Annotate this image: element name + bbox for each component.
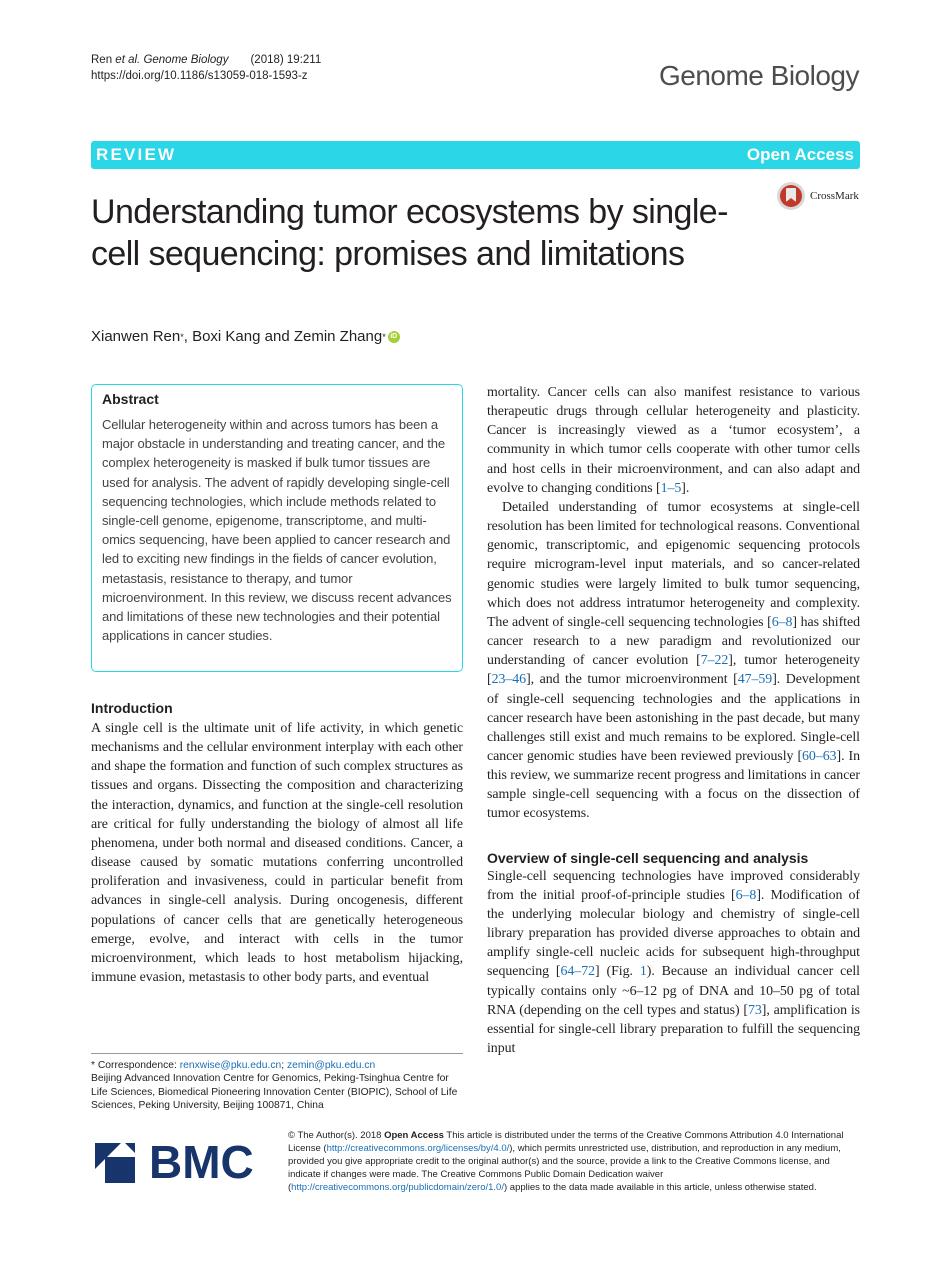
license-link[interactable]: http://creativecommons.org/publicdomain/zero/1.0/ [291,1182,504,1193]
license-text: © The Author(s). 2018 Open Access This article is distributed under the terms of the Creative Commons Attribution 4.0 International License (http://creativecommons.org/licenses/by/4.0/), which permits unrestricted use, distribution, and reproduction in any medium, provided you give appropriate credit to the original author(s) and the source, provide a link to the Creative Commons license, and indicate if changes were made. The Creative Commons Public Domain Dedication waiver (http://creativecommons.org/publicdomain/zero/1.0/) applies to the data made available in this article, unless otherwise stated. [288,1130,844,1193]
crossmark-icon [776,181,806,211]
article-title: Understanding tumor ecosystems by single-cell sequencing: promises and limitations [91,193,728,273]
reference-link[interactable]: 7–22 [700,653,729,669]
reference-link[interactable]: 6–8 [771,614,793,630]
affiliation: Beijing Advanced Innovation Centre for Genomics, Peking-Tsinghua Centre for Life Sciences, Biomedical Pioneering Innovation Center (BIOPIC), School of Life Sciences, Peking University, Beijing 100871, China [91,1073,458,1111]
author-name[interactable]: Xianwen Ren [91,328,181,345]
citation-year: (2018) 19:211 [250,54,322,66]
license-footer [91,1129,860,1194]
open-access-label: Open Access [746,145,854,164]
citation-authors: Ren [91,54,116,66]
reference-link[interactable]: 1–5 [660,480,682,496]
abstract-text: Cellular heterogeneity within and across tumors has been a major obstacle in understanding and treating cancer, and the complex heterogeneity is masked if bulk tumor tissues are used for analysis. The advent of rapidly developing single-cell sequencing technologies, which include methods related to single-cell genome, epigenome, transcriptome, and multi-omics sequencing, have been applied to cancer research and led to exciting new findings in the fields of cancer evolution, metastasis, resistance to therapy, and tumor microenvironment. In this review, we discuss recent advances and limitations of these new technologies and their potential applications in cancer studies. [102,417,452,644]
paragraph: Single-cell sequencing technologies have improved considerably from the initial proof-of-principle studies [6–8]. Modification of the underlying molecular biology and chemistry of single-cell library preparation has provided diverse approaches to obtain and amplify single-cell nucleic acids for subsequent high-throughput sequencing [64–72] (Fig. 1). Because an individual cancer cell typically contains only ~6–12 pg of DNA and 10–50 pg of total RNA (depending on the cell types and status) [73], amplification is essential for single-cell library preparation to fulfill the sequencing input [487,868,861,1056]
abstract-heading: Abstract [102,391,159,407]
correspondence-label: * Correspondence: [91,1060,180,1071]
crossmark-badge[interactable] [776,181,859,211]
correspondence-footnote [91,1053,463,1112]
citation-journal: Genome Biology [143,54,229,66]
citation-header [91,52,321,84]
open-access-bold: Open Access [384,1130,444,1141]
bmc-wordmark: BMC [149,1135,254,1188]
reference-link[interactable]: 47–59 [737,672,773,688]
paragraph: mortality. Cancer cells can also manifest resistance to various therapeutic drugs through cellular heterogeneity and plasticity. Cancer is increasingly viewed as a ‘tumor ecosystem’, a community in which tumor cells cooperate with other tumor cells and host cells in their microenvironment, and can also adapt and evolve to changing conditions [1–5]. [487,385,860,496]
journal-logo: Genome Biology [658,60,859,91]
reference-link[interactable]: 64–72 [560,964,595,980]
author-names-rest[interactable]: , Boxi Kang and Zemin Zhang [183,328,383,345]
corresponding-mark: * [180,331,184,342]
right-column [487,383,860,1058]
corresponding-mark: * [382,331,386,342]
citation-etal: et al. [115,54,141,66]
introduction-text: A single cell is the ultimate unit of life activity, in which genetic mechanisms and the cellular environment interplay with each other and shape the formation and function of such complex structures as tissues and organs. Dissecting the composition and characterizing the interaction, dynamics, and function at the single-cell resolution are critical for fully understanding the biology of almost all life phenomena, under both normal and diseased conditions. Cancer, a disease caused by somatic mutations conferring uncontrolled proliferation and invasiveness, could in particular benefit from advances in single-cell analysis. During oncogenesis, different populations of cancer cells that are genetically heterogeneous emerge, evolve, and interact with cells in the tumor microenvironment, which leads to host metabolism hijacking, immune evasion, metastasis to other body parts, and eventual [91,721,463,986]
article-type-banner [91,141,860,169]
reference-link[interactable]: 6–8 [735,887,757,903]
reference-link[interactable]: 73 [747,1002,762,1018]
figure-link[interactable]: 1 [639,964,647,980]
article-type: REVIEW [96,145,177,164]
crossmark-label: CrossMark [810,190,859,202]
bmc-logo-icon [91,1139,141,1185]
reference-link[interactable]: 60–63 [802,748,837,764]
license-link[interactable]: http://creativecommons.org/licenses/by/4.0/ [326,1143,510,1154]
section-heading: Overview of single-cell sequencing and analysis [487,849,809,866]
doi-link[interactable]: https://doi.org/10.1186/s13059-018-1593-z [91,70,308,82]
email-link[interactable]: zemin@pku.edu.cn [286,1060,376,1071]
email-link[interactable]: renxwise@pku.edu.cn [179,1060,282,1071]
email-separator: ; [281,1060,287,1071]
abstract-box [91,384,463,672]
paragraph: Detailed understanding of tumor ecosystems at single-cell resolution has been limited for technological reasons. Conventional genomic, transcriptomic, and epigenomic sequencing protocols require microgram-level input materials, and so cancer-related genomic studies were largely limited to bulk tumor sequencing, which does not address intratumor heterogeneity and complexity. The advent of single-cell sequencing technologies [6–8] has shifted cancer research to a new paradigm and revolutionized our understanding of cancer evolution [7–22], tumor heterogeneity [23–46], and the tumor microenvironment [47–59]. Development of single-cell sequencing technologies and the applications in cancer research have been astonishing in the past decade, but many challenges still exist and much remains to be explored. Single-cell cancer genomic studies have been reviewed previously [60–63]. In this review, we summarize recent progress and limitations in cancer sample single-cell sequencing with a focus on the dissection of tumor ecosystems. [487,499,861,822]
orcid-icon[interactable]: iD [388,331,400,343]
reference-link[interactable]: 23–46 [491,672,527,688]
author-list [91,328,400,345]
bmc-logo [91,1129,286,1194]
introduction-heading: Introduction [91,700,173,716]
